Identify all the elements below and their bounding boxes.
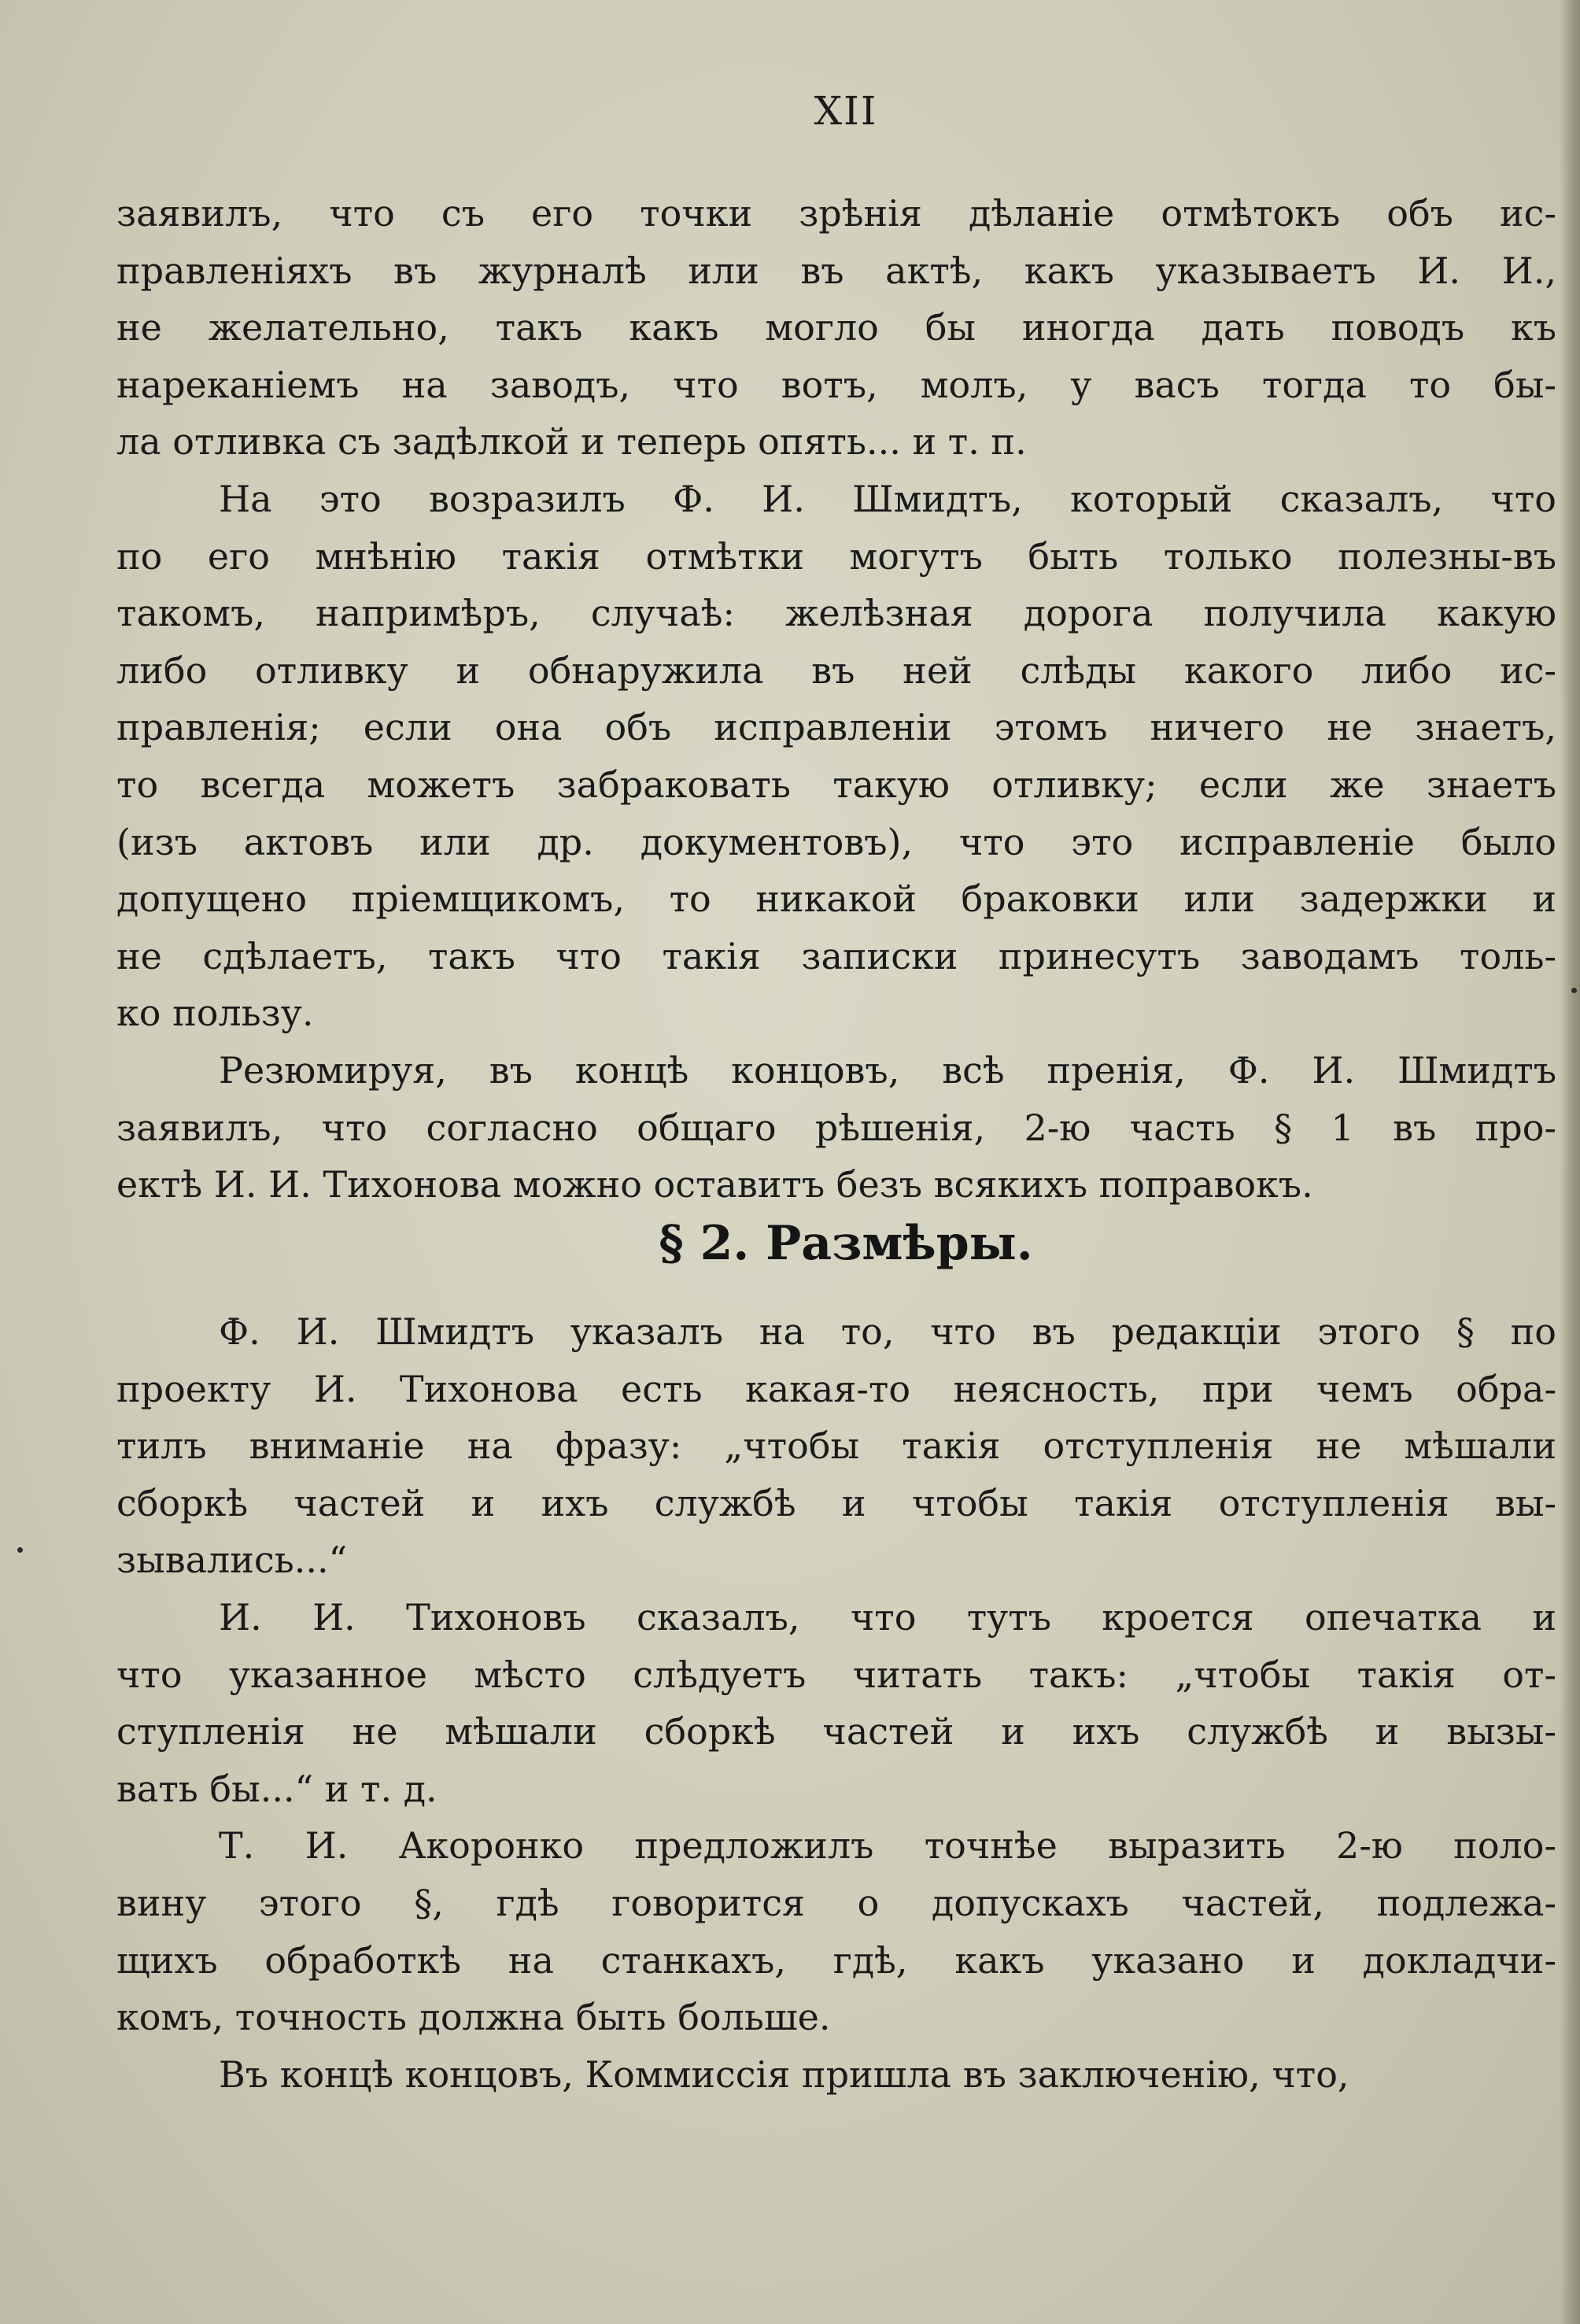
- text-line: проекту И. Тихонова есть какая-то неясность, при чемъ обра-: [116, 1367, 1556, 1410]
- text-line: Ф. И. Шмидтъ указалъ на то, что въ редакціи этого § по: [219, 1310, 1556, 1353]
- text-block-before-heading: [116, 185, 1556, 1214]
- paragraph: [116, 1817, 1556, 2045]
- paragraph: [116, 1303, 1556, 1589]
- text-line: не желательно, такъ какъ могло бы иногда дать поводъ къ: [116, 306, 1556, 349]
- paragraph: [116, 471, 1556, 1042]
- text-line: допущено пріемщикомъ, то никакой браковки или задержки и: [116, 878, 1556, 921]
- text-line: правленіяхъ въ журналѣ или въ актѣ, какъ указываетъ И. И.,: [116, 249, 1556, 292]
- speck-mark: [1571, 988, 1577, 993]
- text-line: (изъ актовъ или др. документовъ), что это исправленіе было: [116, 820, 1556, 863]
- paragraph: [116, 1042, 1556, 1214]
- text-line: Резюмируя, въ концѣ концовъ, всѣ пренія, Ф. И. Шмидтъ: [219, 1048, 1556, 1092]
- text-line: щихъ обработкѣ на станкахъ, гдѣ, какъ указано и докладчи-: [116, 1938, 1556, 1982]
- text-line: На это возразилъ Ф. И. Шмидтъ, который сказалъ, что: [219, 477, 1556, 520]
- text-line: И. И. Тихоновъ сказалъ, что тутъ кроется опечатка и: [219, 1595, 1556, 1639]
- text-line: тилъ вниманіе на фразу: „чтобы такія отступленія не мѣшали: [116, 1424, 1556, 1468]
- paragraph: [116, 185, 1556, 471]
- paragraph: [116, 1589, 1556, 1817]
- text-line: ко пользу.: [116, 992, 314, 1035]
- text-line: правленія; если она объ исправленіи этомъ ничего не знаетъ,: [116, 706, 1556, 749]
- paragraph: [116, 2046, 1556, 2104]
- text-line: нареканіемъ на заводъ, что вотъ, молъ, у васъ тогда то бы-: [116, 363, 1556, 406]
- text-line: зывались...“: [116, 1539, 348, 1582]
- text-line: по его мнѣнію такія отмѣтки могутъ быть только полезны-въ: [116, 534, 1556, 578]
- text-line: Въ концѣ концовъ, Коммиссія пришла въ заключенію, что,: [219, 2052, 1349, 2096]
- text-block-after-heading: [116, 1303, 1556, 2103]
- text-line: заявилъ, что согласно общаго рѣшенія, 2-ю часть § 1 въ про-: [116, 1106, 1556, 1149]
- text-line: ла отливка съ задѣлкой и теперь опять... и т. п.: [116, 420, 1027, 464]
- text-line: ступленія не мѣшали сборкѣ частей и ихъ службѣ и вызы-: [116, 1710, 1556, 1753]
- text-line: Т. И. Акоронко предложилъ точнѣе выразить 2-ю поло-: [219, 1824, 1556, 1868]
- text-line: такомъ, напримѣръ, случаѣ: желѣзная дорога получила какую: [116, 592, 1556, 635]
- text-line: то всегда можетъ забраковать такую отливку; если же знаетъ: [116, 763, 1556, 806]
- page-edge-shadow: [1560, 0, 1580, 2324]
- text-line: вину этого §, гдѣ говорится о допускахъ частей, подлежа-: [116, 1881, 1556, 1924]
- text-line: не сдѣлаетъ, такъ что такія записки принесутъ заводамъ толь-: [116, 934, 1556, 977]
- text-line: что указанное мѣсто слѣдуетъ читать такъ: „чтобы такія от-: [116, 1653, 1556, 1696]
- speck-mark: [17, 1547, 23, 1553]
- text-line: комъ, точность должна быть больше.: [116, 1996, 831, 2039]
- text-line: заявилъ, что съ его точки зрѣнія дѣланіе отмѣтокъ объ ис-: [116, 192, 1556, 235]
- section-heading: § 2. Размѣры.: [659, 1216, 1033, 1271]
- page-number: XII: [814, 88, 878, 134]
- text-line: либо отливку и обнаружила въ ней слѣды какого либо ис-: [116, 648, 1556, 692]
- text-line: сборкѣ частей и ихъ службѣ и чтобы такія отступленія вы-: [116, 1481, 1556, 1524]
- text-line: вать бы...“ и т. д.: [116, 1767, 437, 1810]
- text-line: ектѣ И. И. Тихонова можно оставитъ безъ всякихъ поправокъ.: [116, 1163, 1313, 1206]
